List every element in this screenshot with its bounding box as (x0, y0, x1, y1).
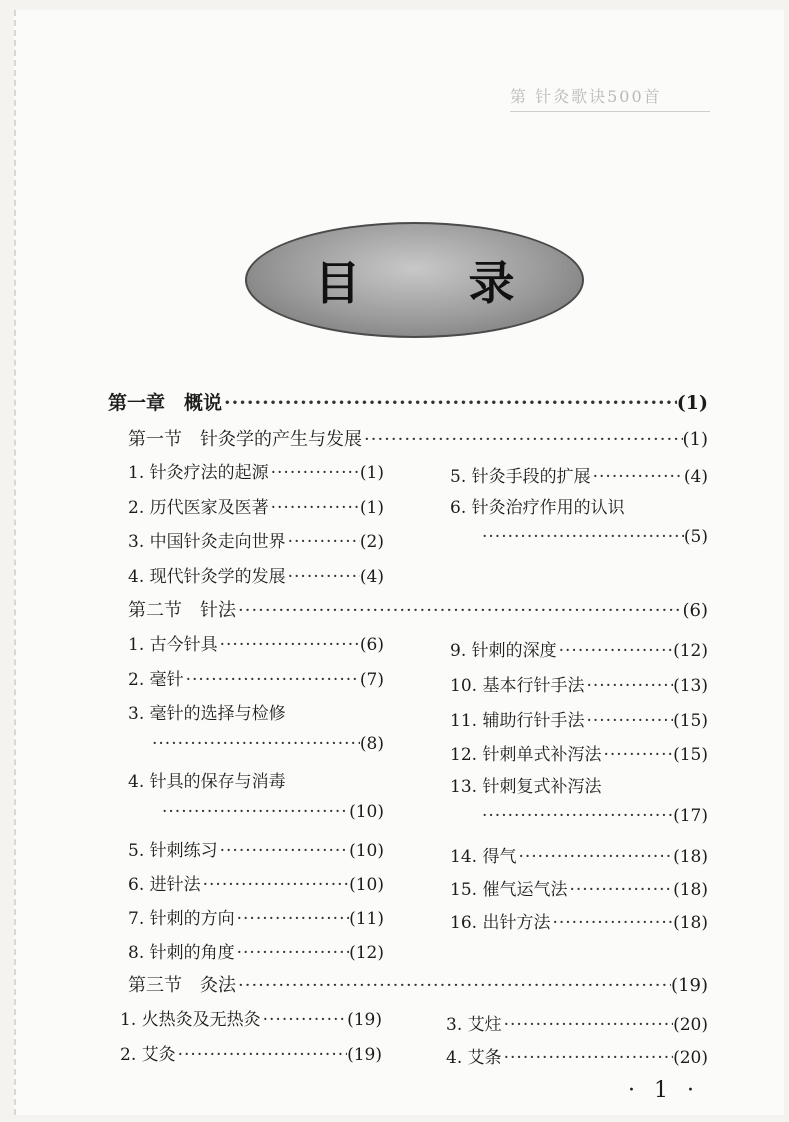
toc-label: 3. 中国针灸走向世界 (128, 532, 286, 552)
toc-page: (1) (359, 498, 384, 518)
toc-label: 9. 针刺的深度 (450, 641, 557, 661)
toc-entry[interactable] (120, 1005, 382, 1030)
toc-page: (1) (682, 429, 708, 450)
toc-page: (19) (671, 975, 708, 996)
toc-label: 4. 现代针灸学的发展 (128, 567, 286, 587)
toc-label: 12. 针刺单式补泻法 (450, 745, 602, 765)
toc-entry[interactable] (128, 493, 384, 518)
toc-section-1[interactable] (128, 425, 708, 451)
leader-dots (584, 676, 673, 696)
running-head: 第 针灸歌诀500首 (510, 84, 710, 112)
toc-entry-continuation[interactable] (480, 527, 708, 547)
toc-page: (18) (673, 913, 708, 933)
toc-page: (4) (359, 567, 384, 587)
leader-dots (235, 909, 349, 929)
toc-entry[interactable] (450, 908, 708, 933)
toc-chapter-1[interactable] (108, 388, 708, 415)
toc-page: (13) (673, 676, 708, 696)
toc-entry[interactable] (128, 699, 384, 724)
toc-entry[interactable] (128, 870, 384, 895)
toc-section-3[interactable] (128, 971, 708, 997)
toc-entry[interactable] (128, 836, 384, 861)
leader-dots (218, 841, 349, 861)
toc-page: (11) (349, 909, 384, 929)
toc-page: (19) (347, 1010, 382, 1030)
toc-label: 2. 毫针 (128, 670, 184, 690)
toc-label: 1. 古今针具 (128, 635, 218, 655)
toc-entry[interactable] (128, 767, 384, 792)
leader-dots (516, 847, 673, 867)
toc-label: 14. 得气 (450, 847, 517, 867)
toc-page: (7) (359, 670, 384, 690)
toc-entry[interactable] (128, 665, 384, 690)
leader-dots (236, 975, 671, 996)
toc-entry[interactable] (450, 493, 708, 518)
toc-page: (10) (349, 802, 384, 822)
toc-entry[interactable] (128, 938, 384, 963)
toc-label: 6. 针灸治疗作用的认识 (450, 498, 625, 518)
leader-dots (269, 498, 360, 518)
toc-page: (18) (673, 880, 708, 900)
leader-dots (235, 943, 349, 963)
leader-dots (480, 527, 684, 547)
toc-section-2[interactable] (128, 596, 708, 622)
toc-label: 2. 历代医家及医著 (128, 498, 269, 518)
toc-entry-continuation[interactable] (150, 734, 384, 754)
toc-entry[interactable] (128, 562, 384, 587)
toc-page: (10) (349, 875, 384, 895)
toc-entry[interactable] (450, 875, 708, 900)
toc-entry[interactable] (128, 458, 384, 483)
toc-page: (5) (683, 527, 708, 547)
toc-page: (20) (673, 1048, 708, 1068)
toc-entry-continuation[interactable] (160, 802, 384, 822)
leader-dots (222, 392, 677, 414)
toc-page: (15) (673, 711, 708, 731)
leader-dots (601, 745, 673, 765)
toc-label: 1. 火热灸及无热灸 (120, 1010, 261, 1030)
leader-dots (550, 913, 673, 933)
toc-label: 7. 针刺的方向 (128, 909, 235, 929)
toc-label: 第三节 灸法 (128, 975, 236, 996)
toc-label: 第二节 针法 (128, 600, 236, 621)
toc-entry[interactable] (120, 1040, 382, 1065)
leader-dots (160, 802, 349, 822)
toc-label: 16. 出针方法 (450, 913, 551, 933)
toc-page: (1) (676, 392, 708, 414)
toc-page: (17) (673, 806, 708, 826)
leader-dots (584, 711, 673, 731)
toc-entry-continuation[interactable] (480, 806, 708, 826)
toc-page: (6) (682, 600, 708, 621)
toc-entry[interactable] (450, 772, 708, 797)
toc-entry[interactable] (450, 842, 708, 867)
toc-label: 1. 针灸疗法的起源 (128, 463, 269, 483)
leader-dots (502, 1015, 673, 1035)
leader-dots (362, 429, 683, 450)
toc-entry[interactable] (450, 706, 708, 731)
toc-label: 3. 艾炷 (446, 1015, 502, 1035)
leader-dots (591, 467, 684, 487)
toc-page: (1) (359, 463, 384, 483)
toc-entry[interactable] (450, 740, 708, 765)
leader-dots (236, 600, 683, 621)
leader-dots (218, 635, 360, 655)
toc-label: 第一节 针灸学的产生与发展 (128, 429, 362, 450)
toc-page: (12) (673, 641, 708, 661)
toc-page: (4) (683, 467, 708, 487)
toc-entry[interactable] (450, 671, 708, 696)
toc-entry[interactable] (446, 1043, 708, 1068)
leader-dots (567, 880, 673, 900)
toc-label: 4. 艾条 (446, 1048, 502, 1068)
toc-label: 2. 艾灸 (120, 1045, 176, 1065)
page-number: · 1 · (628, 1078, 700, 1103)
leader-dots (184, 670, 360, 690)
leader-dots (557, 641, 673, 661)
toc-label: 10. 基本行针手法 (450, 676, 585, 696)
toc-label: 3. 毫针的选择与检修 (128, 704, 286, 724)
toc-page: (6) (359, 635, 384, 655)
toc-page: (10) (349, 841, 384, 861)
toc-label: 5. 针灸手段的扩展 (450, 467, 591, 487)
leader-dots (286, 532, 360, 552)
leader-dots (261, 1010, 347, 1030)
toc-entry[interactable] (128, 630, 384, 655)
toc-label: 13. 针刺复式补泻法 (450, 777, 602, 797)
leader-dots (286, 567, 360, 587)
toc-title: 目 录 (314, 256, 561, 310)
toc-page: (8) (359, 734, 384, 754)
toc-entry[interactable] (446, 1010, 708, 1035)
toc-entry[interactable] (128, 527, 384, 552)
toc-page: (18) (673, 847, 708, 867)
toc-label: 4. 针具的保存与消毒 (128, 772, 286, 792)
toc-label: 15. 催气运气法 (450, 880, 568, 900)
toc-page: (15) (673, 745, 708, 765)
toc-label: 11. 辅助行针手法 (450, 711, 585, 731)
leader-dots (480, 806, 673, 826)
toc-page: (12) (349, 943, 384, 963)
leader-dots (176, 1045, 347, 1065)
toc-page: (2) (359, 532, 384, 552)
leader-dots (201, 875, 349, 895)
toc-entry[interactable] (450, 462, 708, 487)
toc-label: 第一章 概说 (108, 392, 223, 414)
leader-dots (269, 463, 360, 483)
toc-label: 6. 进针法 (128, 875, 201, 895)
leader-dots (502, 1048, 673, 1068)
toc-page: (19) (347, 1045, 382, 1065)
toc-label: 5. 针刺练习 (128, 841, 218, 861)
toc-label: 8. 针刺的角度 (128, 943, 235, 963)
toc-entry[interactable] (450, 636, 708, 661)
toc-page: (20) (673, 1015, 708, 1035)
leader-dots (150, 734, 360, 754)
toc-entry[interactable] (128, 904, 384, 929)
